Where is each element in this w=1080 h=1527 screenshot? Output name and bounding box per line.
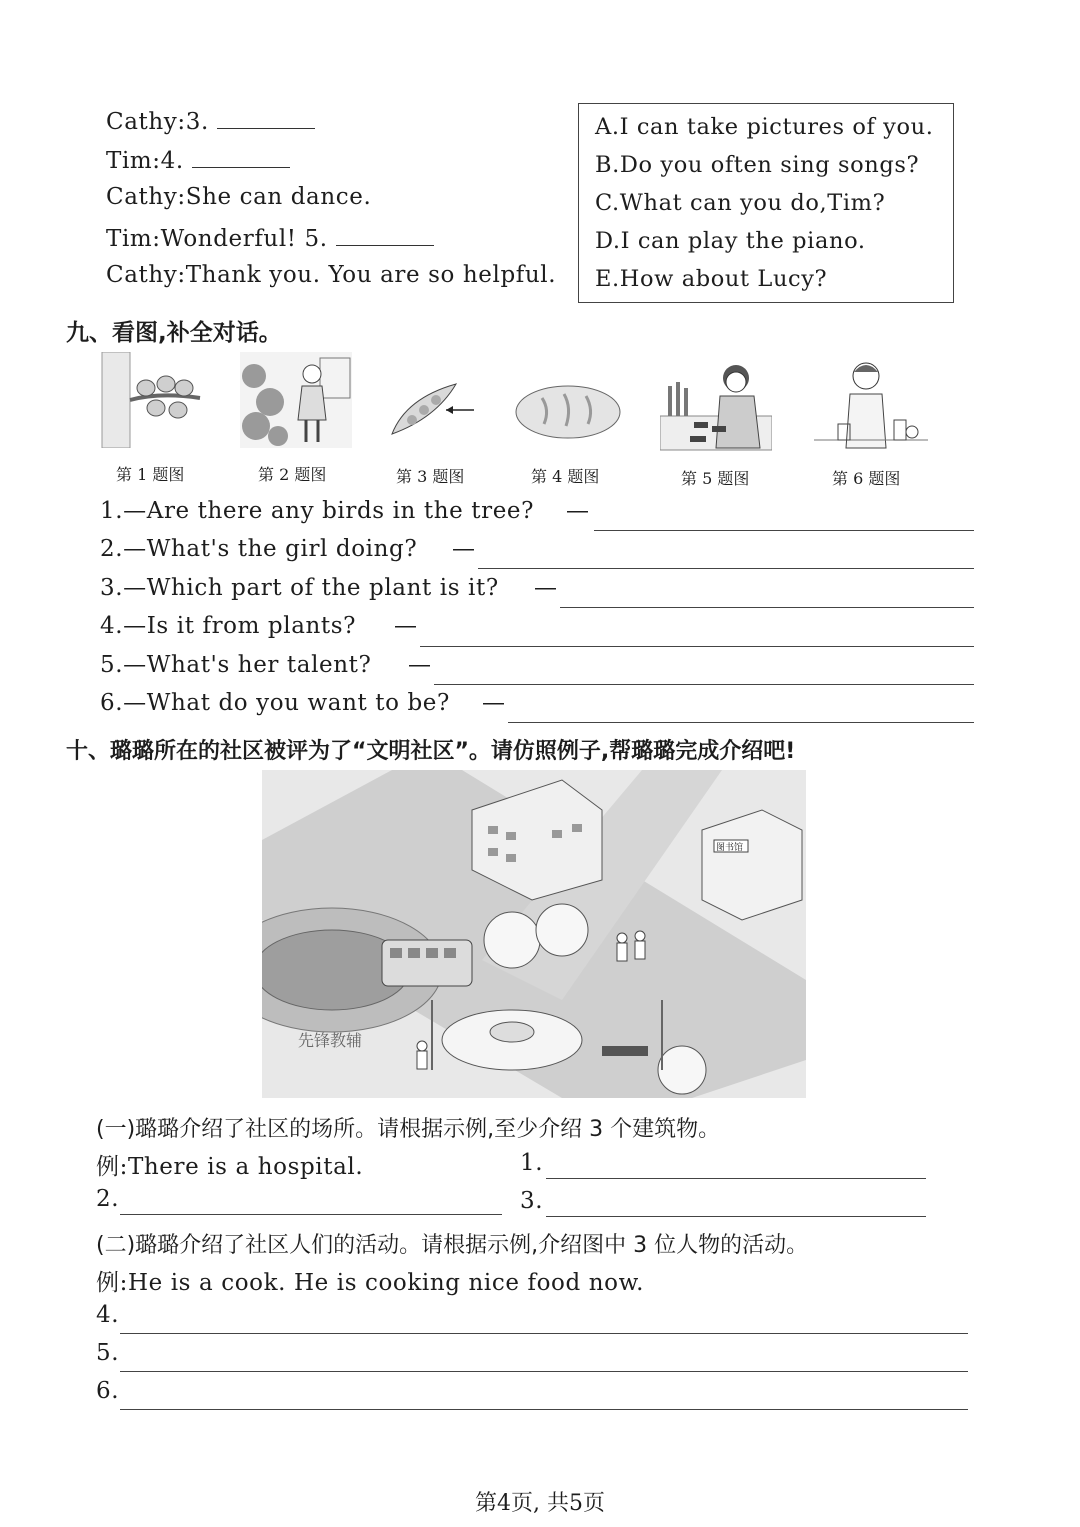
question-4: 4.—Is it from plants? (100, 613, 357, 639)
girl-watering-flowers-picture (240, 352, 352, 448)
answer-dash: — (482, 690, 506, 716)
option-d: D.I can play the piano. (595, 228, 866, 254)
question-6: 6.—What do you want to be? (100, 690, 450, 716)
answer-line-building-3[interactable] (546, 1216, 926, 1217)
caption-1: 第 1 题图 (116, 465, 185, 484)
options-box (578, 103, 954, 303)
section-10-title: 十、璐璐所在的社区被评为了“文明社区”。请仿照例子,帮璐璐完成介绍吧! (66, 739, 796, 764)
community-picture (262, 770, 806, 1098)
answer-line-4[interactable] (420, 646, 974, 647)
caption-3: 第 3 题图 (396, 467, 465, 486)
number-3: 3. (520, 1188, 544, 1214)
answer-dash: — (394, 613, 418, 639)
answer-line-activity-6[interactable] (120, 1409, 968, 1410)
dialogue-line-2: Tim:4. (106, 145, 290, 174)
part-2-instruction: (二)璐璐介绍了社区人们的活动。请根据示例,介绍图中 3 位人物的活动。 (96, 1233, 809, 1258)
woman-painting-picture (660, 356, 772, 452)
answer-line-activity-4[interactable] (120, 1333, 968, 1334)
watermark: 先锋教辅 (298, 1031, 363, 1050)
part-2-example: 例:He is a cook. He is cooking nice food now. (96, 1270, 645, 1296)
part-1-example: 例:There is a hospital. (96, 1154, 364, 1180)
question-3: 3.—Which part of the plant is it? (100, 575, 499, 601)
option-e: E.How about Lucy? (595, 266, 828, 292)
question-1: 1.—Are there any birds in the tree? (100, 498, 535, 524)
page-footer: 第4页, 共5页 (475, 1491, 605, 1516)
section-9-title: 九、看图,补全对话。 (66, 320, 282, 346)
caption-4: 第 4 题图 (531, 467, 600, 486)
answer-blank[interactable] (336, 223, 434, 246)
number-4: 4. (96, 1302, 120, 1328)
answer-dash: — (408, 652, 432, 678)
answer-blank[interactable] (217, 106, 315, 129)
answer-line-1[interactable] (594, 530, 974, 531)
answer-line-5[interactable] (434, 684, 974, 685)
caption-6: 第 6 题图 (832, 469, 901, 488)
caption-5: 第 5 题图 (681, 469, 750, 488)
pea-pod-picture (386, 378, 478, 442)
option-b: B.Do you often sing songs? (595, 152, 920, 178)
answer-blank[interactable] (192, 145, 290, 168)
question-5: 5.—What's her talent? (100, 652, 372, 678)
library-sign: 图书馆 (716, 843, 744, 853)
answer-line-building-2[interactable] (120, 1214, 502, 1215)
answer-line-3[interactable] (560, 607, 974, 608)
number-6: 6. (96, 1378, 120, 1404)
dialogue-line-5: Cathy:Thank you. You are so helpful. (106, 262, 557, 288)
dialogue-line-1: Cathy:3. (106, 106, 315, 135)
answer-line-activity-5[interactable] (120, 1371, 968, 1372)
number-1: 1. (520, 1150, 544, 1176)
option-c: C.What can you do,Tim? (595, 190, 886, 216)
caption-2: 第 2 题图 (258, 465, 327, 484)
option-a: A.I can take pictures of you. (595, 114, 934, 140)
number-5: 5. (96, 1340, 120, 1366)
dialogue-line-3: Cathy:She can dance. (106, 184, 372, 210)
answer-line-building-1[interactable] (546, 1178, 926, 1179)
part-1-instruction: (一)璐璐介绍了社区的场所。请根据示例,至少介绍 3 个建筑物。 (96, 1117, 721, 1142)
scientist-picture (810, 358, 930, 454)
answer-dash: — (452, 536, 476, 562)
number-2: 2. (96, 1186, 120, 1212)
dialogue-line-4: Tim:Wonderful! 5. (106, 223, 434, 252)
answer-dash: — (566, 498, 590, 524)
answer-dash: — (534, 575, 558, 601)
bread-picture (512, 380, 624, 442)
question-2: 2.—What's the girl doing? (100, 536, 418, 562)
answer-line-2[interactable] (478, 568, 974, 569)
answer-line-6[interactable] (508, 722, 974, 723)
birds-in-tree-picture (100, 352, 204, 448)
